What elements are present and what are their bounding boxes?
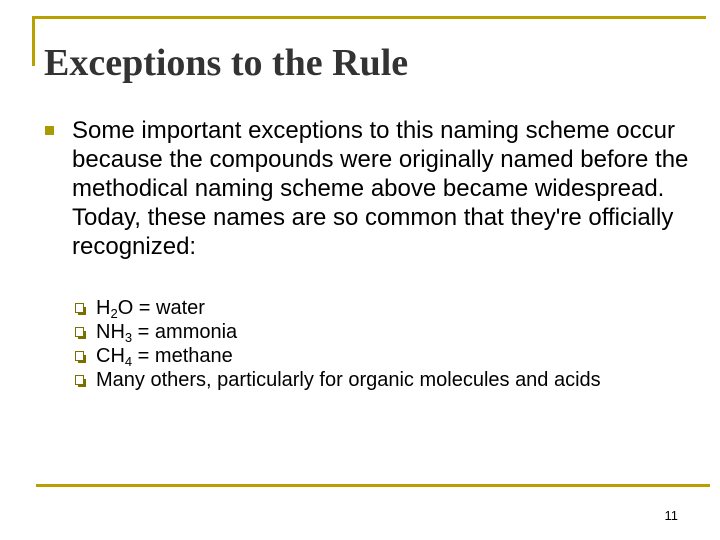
hollow-square-bullet-icon [75,351,84,361]
main-bullet-text: Some important exceptions to this naming scheme occur because the compounds were originally named before the methodical naming scheme above became widespread. Today, these names are so common that they're officially recognized: [72,117,689,260]
formula-subscript: 4 [124,354,133,369]
item-text: = ammonia [132,321,238,343]
item-text: = methane [132,345,233,367]
slide-title: Exceptions to the Rule [44,42,409,84]
hollow-square-bullet-icon [75,327,84,337]
hollow-square-bullet-icon [75,303,84,313]
item-text: Many others, particularly for organic molecules and acids [96,369,601,391]
hollow-square-bullet-icon [75,375,84,385]
formula-main: CH [96,345,125,367]
top-border-line [32,16,706,19]
main-bullet-square-icon [45,126,54,135]
formula-rest: O [117,297,134,319]
formula-main: H [96,297,111,319]
list-item-methane [75,344,675,368]
list-item-water [75,296,675,320]
list-item-ammonia [75,320,675,344]
list-item-others [75,368,675,392]
bottom-border-line [36,484,710,487]
page-number: 11 [664,508,678,523]
sub-bullet-list [75,296,675,392]
item-text: = water [133,297,205,319]
left-border-line [32,16,35,66]
formula-main: NH [96,321,125,343]
formula-subscript: 2 [110,306,118,321]
formula-subscript: 3 [124,330,133,345]
